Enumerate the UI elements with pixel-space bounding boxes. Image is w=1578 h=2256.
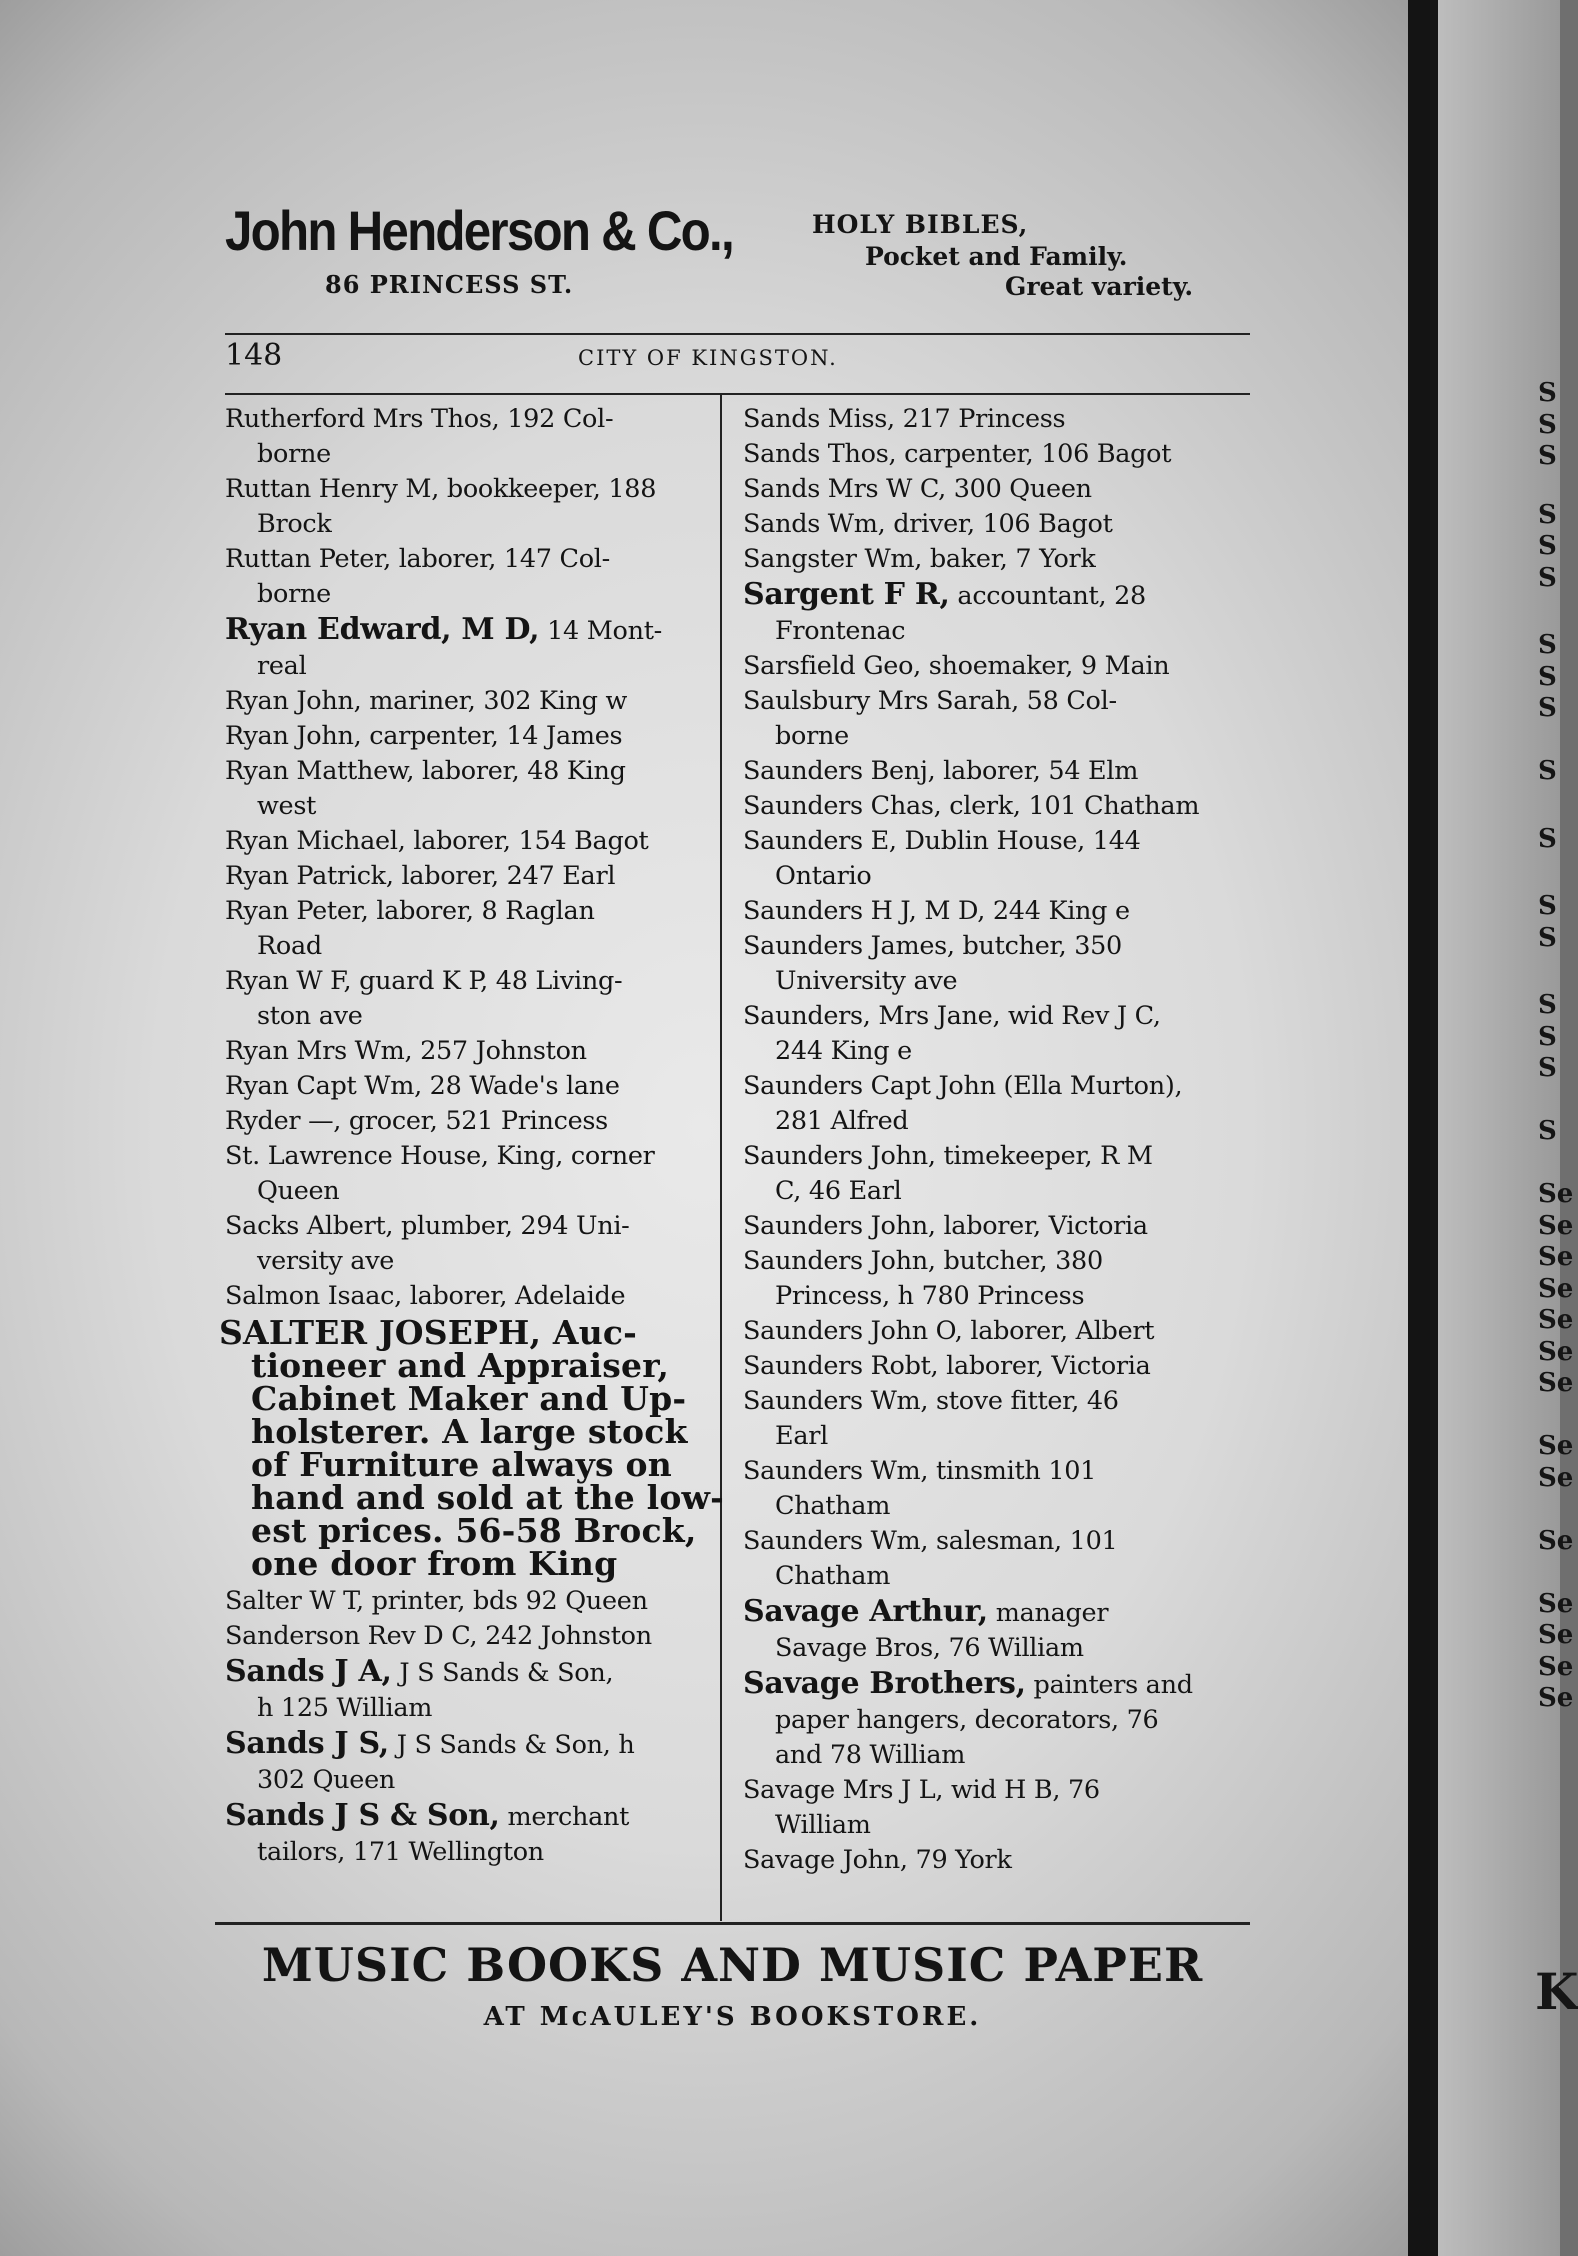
entry-line	[225, 824, 710, 859]
entry-line	[743, 929, 1243, 964]
header-rule	[225, 333, 1250, 335]
entry-line	[225, 1139, 710, 1174]
entry-line	[225, 719, 710, 754]
entry-text: Saunders John, butcher, 380	[743, 1246, 1103, 1276]
opposite-page-letter: Se	[1538, 1588, 1574, 1619]
directory-entry	[225, 754, 710, 824]
directory-entry	[743, 402, 1243, 437]
opposite-page-letter: S	[1538, 1116, 1557, 1146]
entry-text: Saunders Robt, laborer, Victoria	[743, 1351, 1151, 1381]
entry-continuation: west	[257, 791, 317, 821]
opposite-page-letter: Se	[1538, 1273, 1574, 1304]
entry-continuation: Savage Bros, 76 William	[775, 1633, 1084, 1663]
entry-text: Savage Mrs J L, wid H B, 76	[743, 1775, 1100, 1805]
book-spine-gutter	[1408, 0, 1438, 2256]
entry-line	[743, 1594, 1243, 1631]
salter-ad-line: tioneer and Appraiser,	[251, 1346, 670, 1385]
header-ad-line2: Pocket and Family.	[865, 242, 1128, 271]
directory-entry	[743, 1209, 1243, 1244]
opposite-page-letter: S	[1538, 441, 1557, 471]
opposite-page-letter: S	[1538, 378, 1557, 408]
entry-text: accountant, 28	[949, 581, 1146, 611]
entry-line	[225, 1726, 710, 1763]
entry-continuation: 302 Queen	[257, 1765, 396, 1795]
entry-text: Ryan Mrs Wm, 257 Johnston	[225, 1036, 587, 1066]
entry-line	[225, 1798, 710, 1835]
salter-ad-line: holsterer. A large stock	[251, 1412, 688, 1451]
entry-text: painters and	[1025, 1670, 1193, 1700]
entry-line	[743, 472, 1243, 507]
directory-entry	[743, 507, 1243, 542]
entry-text: Savage John, 79 York	[743, 1845, 1012, 1875]
entry-bold-name: Savage Arthur,	[743, 1594, 988, 1629]
entry-text: Saunders Capt John (Ella Murton),	[743, 1071, 1183, 1101]
entry-continuation: Brock	[257, 509, 332, 539]
entry-text: J S Sands & Son, h	[388, 1730, 635, 1760]
directory-entry	[225, 1584, 710, 1619]
entry-continuation: Princess, h 780 Princess	[775, 1281, 1085, 1311]
directory-entry	[743, 1594, 1243, 1666]
opposite-page-letter: Se	[1538, 1210, 1574, 1241]
entry-continuation: borne	[257, 439, 331, 469]
entry-text: Ryan Michael, laborer, 154 Bagot	[225, 826, 649, 856]
running-head-rule	[225, 393, 1250, 395]
opposite-page-letter: S	[1538, 409, 1557, 440]
entry-line	[225, 859, 710, 894]
entry-text: Salter W T, printer, bds 92 Queen	[225, 1586, 648, 1616]
entry-text: Saunders James, butcher, 350	[743, 931, 1122, 961]
opposite-page-letter: S	[1538, 661, 1557, 692]
entry-text: manager	[987, 1598, 1109, 1628]
entry-text: Sarsfield Geo, shoemaker, 9 Main	[743, 651, 1170, 681]
opposite-page-footer-letter: K	[1535, 1962, 1578, 2021]
salter-ad-line: one door from King	[251, 1544, 618, 1583]
entry-line	[743, 1384, 1243, 1419]
entry-line	[743, 437, 1243, 472]
entry-continuation: 281 Alfred	[775, 1106, 909, 1136]
entry-bold-name: Ryan Edward, M D,	[225, 612, 540, 647]
salter-ad-heading: SALTER JOSEPH, Auc-	[219, 1313, 638, 1352]
directory-entry	[743, 1069, 1243, 1139]
entry-continuation: Chatham	[775, 1491, 891, 1521]
opposite-page-letter: Se	[1538, 1651, 1574, 1682]
entry-text: Saunders Wm, tinsmith 101	[743, 1456, 1097, 1486]
entry-line	[743, 1454, 1243, 1489]
entry-line	[225, 1209, 710, 1244]
entry-line	[743, 1773, 1243, 1808]
salter-ad-line: est prices. 56-58 Brock,	[251, 1511, 697, 1550]
directory-entry	[225, 859, 710, 894]
entry-text: J S Sands & Son,	[391, 1658, 614, 1688]
directory-entry	[225, 1209, 710, 1279]
entry-text: Saunders Benj, laborer, 54 Elm	[743, 756, 1139, 786]
entry-text: Saunders Wm, stove fitter, 46	[743, 1386, 1119, 1416]
header-ad-company: John Henderson & Co.,	[225, 199, 733, 262]
entry-text: Sands Wm, driver, 106 Bagot	[743, 509, 1113, 539]
running-head: CITY OF KINGSTON.	[578, 346, 838, 370]
entry-text: Ruttan Peter, laborer, 147 Col-	[225, 544, 610, 574]
entry-text: Ryan Matthew, laborer, 48 King	[225, 756, 626, 786]
directory-entry	[743, 1349, 1243, 1384]
directory-entry	[743, 754, 1243, 789]
entry-text: Ryder —, grocer, 521 Princess	[225, 1106, 608, 1136]
footer-ad-main: MUSIC BOOKS AND MUSIC PAPER	[261, 1938, 1204, 1992]
entry-line	[743, 577, 1243, 614]
opposite-page-letter: S	[1538, 1021, 1557, 1052]
directory-entry	[743, 1666, 1243, 1773]
directory-entry	[743, 1773, 1243, 1843]
opposite-page-letter: S	[1538, 990, 1557, 1020]
opposite-page-letter: S	[1538, 499, 1557, 530]
opposite-page-letter: Se	[1538, 1620, 1574, 1650]
entry-bold-name: Sands J S & Son,	[225, 1798, 500, 1833]
entry-continuation: Earl	[775, 1421, 828, 1451]
entry-text: Ryan Patrick, laborer, 247 Earl	[225, 861, 616, 891]
entry-line	[225, 1034, 710, 1069]
entry-text: St. Lawrence House, King, corner	[225, 1141, 655, 1171]
opposite-page-letter: Se	[1538, 1242, 1574, 1272]
entry-continuation: paper hangers, decorators, 76	[775, 1705, 1159, 1735]
entry-line	[743, 649, 1243, 684]
directory-entry	[743, 1524, 1243, 1594]
entry-text: Saunders John, timekeeper, R M	[743, 1141, 1153, 1171]
directory-entry	[225, 1654, 710, 1726]
left-column	[219, 402, 725, 1870]
footer-rule	[215, 1922, 1250, 1925]
entry-continuation: Chatham	[775, 1561, 891, 1591]
entry-line	[225, 1069, 710, 1104]
opposite-page-letter: Se	[1538, 1368, 1574, 1398]
entry-line	[225, 402, 710, 437]
opposite-page-letter: Se	[1538, 1336, 1574, 1367]
entry-line	[225, 1279, 710, 1314]
entry-continuation: Ontario	[775, 861, 872, 891]
entry-text: Ryan Peter, laborer, 8 Raglan	[225, 896, 595, 926]
entry-line	[743, 1139, 1243, 1174]
entry-text: Sands Miss, 217 Princess	[743, 404, 1066, 434]
entry-continuation: tailors, 171 Wellington	[257, 1837, 544, 1867]
entry-text: 14 Mont-	[539, 616, 662, 646]
entry-text: Ryan John, mariner, 302 King w	[225, 686, 628, 716]
entry-continuation: real	[257, 651, 307, 681]
directory-entry	[225, 719, 710, 754]
entry-line	[743, 507, 1243, 542]
directory-entry	[743, 1384, 1243, 1454]
entry-line	[225, 1584, 710, 1619]
entry-continuation: borne	[257, 579, 331, 609]
entry-text: Ryan Capt Wm, 28 Wade's lane	[225, 1071, 620, 1101]
directory-entry	[743, 789, 1243, 824]
entry-text: Rutherford Mrs Thos, 192 Col-	[225, 404, 614, 434]
entry-continuation: borne	[775, 721, 849, 751]
entry-line	[743, 1244, 1243, 1279]
entry-line	[743, 1314, 1243, 1349]
opposite-page-letter: Se	[1538, 1683, 1574, 1713]
entry-text: Saunders John O, laborer, Albert	[743, 1316, 1155, 1346]
entry-text: Ryan John, carpenter, 14 James	[225, 721, 623, 751]
opposite-page-letter: S	[1538, 562, 1557, 593]
entry-text: Saulsbury Mrs Sarah, 58 Col-	[743, 686, 1117, 716]
entry-continuation: Queen	[257, 1176, 340, 1206]
entry-text: merchant	[499, 1802, 630, 1832]
opposite-page-letter: S	[1538, 891, 1557, 921]
entry-text: Sacks Albert, plumber, 294 Uni-	[225, 1211, 630, 1241]
entry-continuation: versity ave	[257, 1246, 395, 1276]
entry-text: Sanderson Rev D C, 242 Johnston	[225, 1621, 652, 1651]
entry-continuation: 244 King e	[775, 1036, 912, 1066]
right-column	[743, 402, 1243, 1878]
opposite-page-letter: Se	[1538, 1431, 1574, 1461]
entry-line	[225, 684, 710, 719]
directory-entry	[743, 1244, 1243, 1314]
directory-entry	[743, 577, 1243, 649]
opposite-page-letter: S	[1538, 922, 1557, 953]
entry-line	[743, 684, 1243, 719]
entry-line	[743, 1209, 1243, 1244]
directory-entry	[743, 1139, 1243, 1209]
entry-continuation: and 78 William	[775, 1740, 966, 1770]
entry-line	[225, 1619, 710, 1654]
opposite-page-letter: Se	[1538, 1525, 1574, 1556]
directory-entry	[225, 612, 710, 684]
entry-text: Saunders E, Dublin House, 144	[743, 826, 1141, 856]
directory-entry	[743, 472, 1243, 507]
entry-line	[743, 1843, 1243, 1878]
directory-entry	[743, 649, 1243, 684]
entry-text: Saunders Wm, salesman, 101	[743, 1526, 1118, 1556]
opposite-page-letter: S	[1538, 1053, 1557, 1083]
entry-line	[225, 754, 710, 789]
directory-entry	[225, 1279, 710, 1314]
directory-entry	[225, 1726, 710, 1798]
salter-ad-line: of Furniture always on	[251, 1445, 672, 1484]
directory-entry	[743, 929, 1243, 999]
entry-line	[743, 999, 1243, 1034]
opposite-page-letter: S	[1538, 531, 1557, 561]
entry-line	[743, 894, 1243, 929]
directory-entry	[225, 1139, 710, 1209]
opposite-page-letter: S	[1538, 693, 1557, 723]
entry-line	[743, 542, 1243, 577]
directory-entry	[225, 542, 710, 612]
directory-entry	[225, 1069, 710, 1104]
entry-line	[743, 1069, 1243, 1104]
opposite-page-letter: Se	[1538, 1462, 1574, 1493]
entry-continuation: Road	[257, 931, 322, 961]
directory-page	[200, 180, 1250, 2080]
directory-entry	[743, 542, 1243, 577]
directory-entry	[225, 1104, 710, 1139]
header-ad-line1: HOLY BIBLES,	[812, 210, 1029, 239]
entry-bold-name: Sands J A,	[225, 1654, 392, 1689]
entry-bold-name: Savage Brothers,	[743, 1666, 1026, 1701]
salter-ad-line: Cabinet Maker and Up-	[251, 1379, 687, 1418]
footer-ad-sub: AT McAULEY'S BOOKSTORE.	[483, 2002, 982, 2032]
directory-entry	[225, 684, 710, 719]
entry-text: Ryan W F, guard K P, 48 Living-	[225, 966, 623, 996]
directory-entry	[225, 1034, 710, 1069]
opposite-page-letter: S	[1538, 630, 1557, 660]
entry-continuation: Frontenac	[775, 616, 906, 646]
entry-continuation: William	[775, 1810, 871, 1840]
directory-entry	[743, 1454, 1243, 1524]
entry-line	[225, 964, 710, 999]
header-ad-address: 86 PRINCESS ST.	[325, 270, 574, 299]
directory-entry	[225, 1619, 710, 1654]
entry-text: Saunders H J, M D, 244 King e	[743, 896, 1130, 926]
entry-text: Sangster Wm, baker, 7 York	[743, 544, 1096, 574]
entry-text: Sands Mrs W C, 300 Queen	[743, 474, 1092, 504]
entry-line	[743, 1666, 1243, 1703]
entry-line	[743, 789, 1243, 824]
entry-continuation: C, 46 Earl	[775, 1176, 902, 1206]
entry-line	[743, 1524, 1243, 1559]
directory-entry	[225, 1798, 710, 1870]
salter-advertisement	[219, 1313, 725, 1583]
entry-bold-name: Sands J S,	[225, 1726, 389, 1761]
directory-entry	[225, 964, 710, 1034]
entry-line	[743, 1349, 1243, 1384]
entry-text: Saunders John, laborer, Victoria	[743, 1211, 1148, 1241]
directory-entry	[743, 999, 1243, 1069]
directory-entry	[225, 472, 710, 542]
entry-line	[225, 472, 710, 507]
opposite-page-letter: Se	[1538, 1179, 1574, 1209]
entry-line	[225, 612, 710, 649]
entry-line	[225, 894, 710, 929]
entry-line	[225, 1654, 710, 1691]
entry-line	[225, 542, 710, 577]
directory-entry	[743, 437, 1243, 472]
column-divider	[720, 393, 722, 1921]
entry-line	[225, 1104, 710, 1139]
opposite-page-letter: S	[1538, 823, 1557, 854]
directory-entry	[743, 1314, 1243, 1349]
entry-text: Saunders Chas, clerk, 101 Chatham	[743, 791, 1200, 821]
header-ad-line3: Great variety.	[1005, 272, 1194, 301]
salter-ad-line: hand and sold at the low-	[251, 1478, 725, 1517]
directory-entry	[743, 894, 1243, 929]
entry-text: Salmon Isaac, laborer, Adelaide	[225, 1281, 626, 1311]
opposite-page-letter: Se	[1538, 1305, 1574, 1335]
entry-line	[743, 402, 1243, 437]
entry-line	[743, 754, 1243, 789]
entry-continuation: h 125 William	[257, 1693, 433, 1723]
directory-entry	[743, 824, 1243, 894]
directory-entry	[225, 824, 710, 859]
page-number: 148	[225, 338, 283, 373]
entry-text: Saunders, Mrs Jane, wid Rev J C,	[743, 1001, 1161, 1031]
entry-continuation: ston ave	[257, 1001, 363, 1031]
entry-text: Ruttan Henry M, bookkeeper, 188	[225, 474, 657, 504]
opposite-page-letter: S	[1538, 756, 1557, 786]
directory-entry	[225, 894, 710, 964]
directory-entry	[743, 1843, 1243, 1878]
entry-text: Sands Thos, carpenter, 106 Bagot	[743, 439, 1172, 469]
entry-bold-name: Sargent F R,	[743, 577, 950, 612]
directory-entry	[743, 684, 1243, 754]
entry-line	[743, 824, 1243, 859]
entry-continuation: University ave	[775, 966, 958, 996]
directory-entry	[225, 402, 710, 472]
